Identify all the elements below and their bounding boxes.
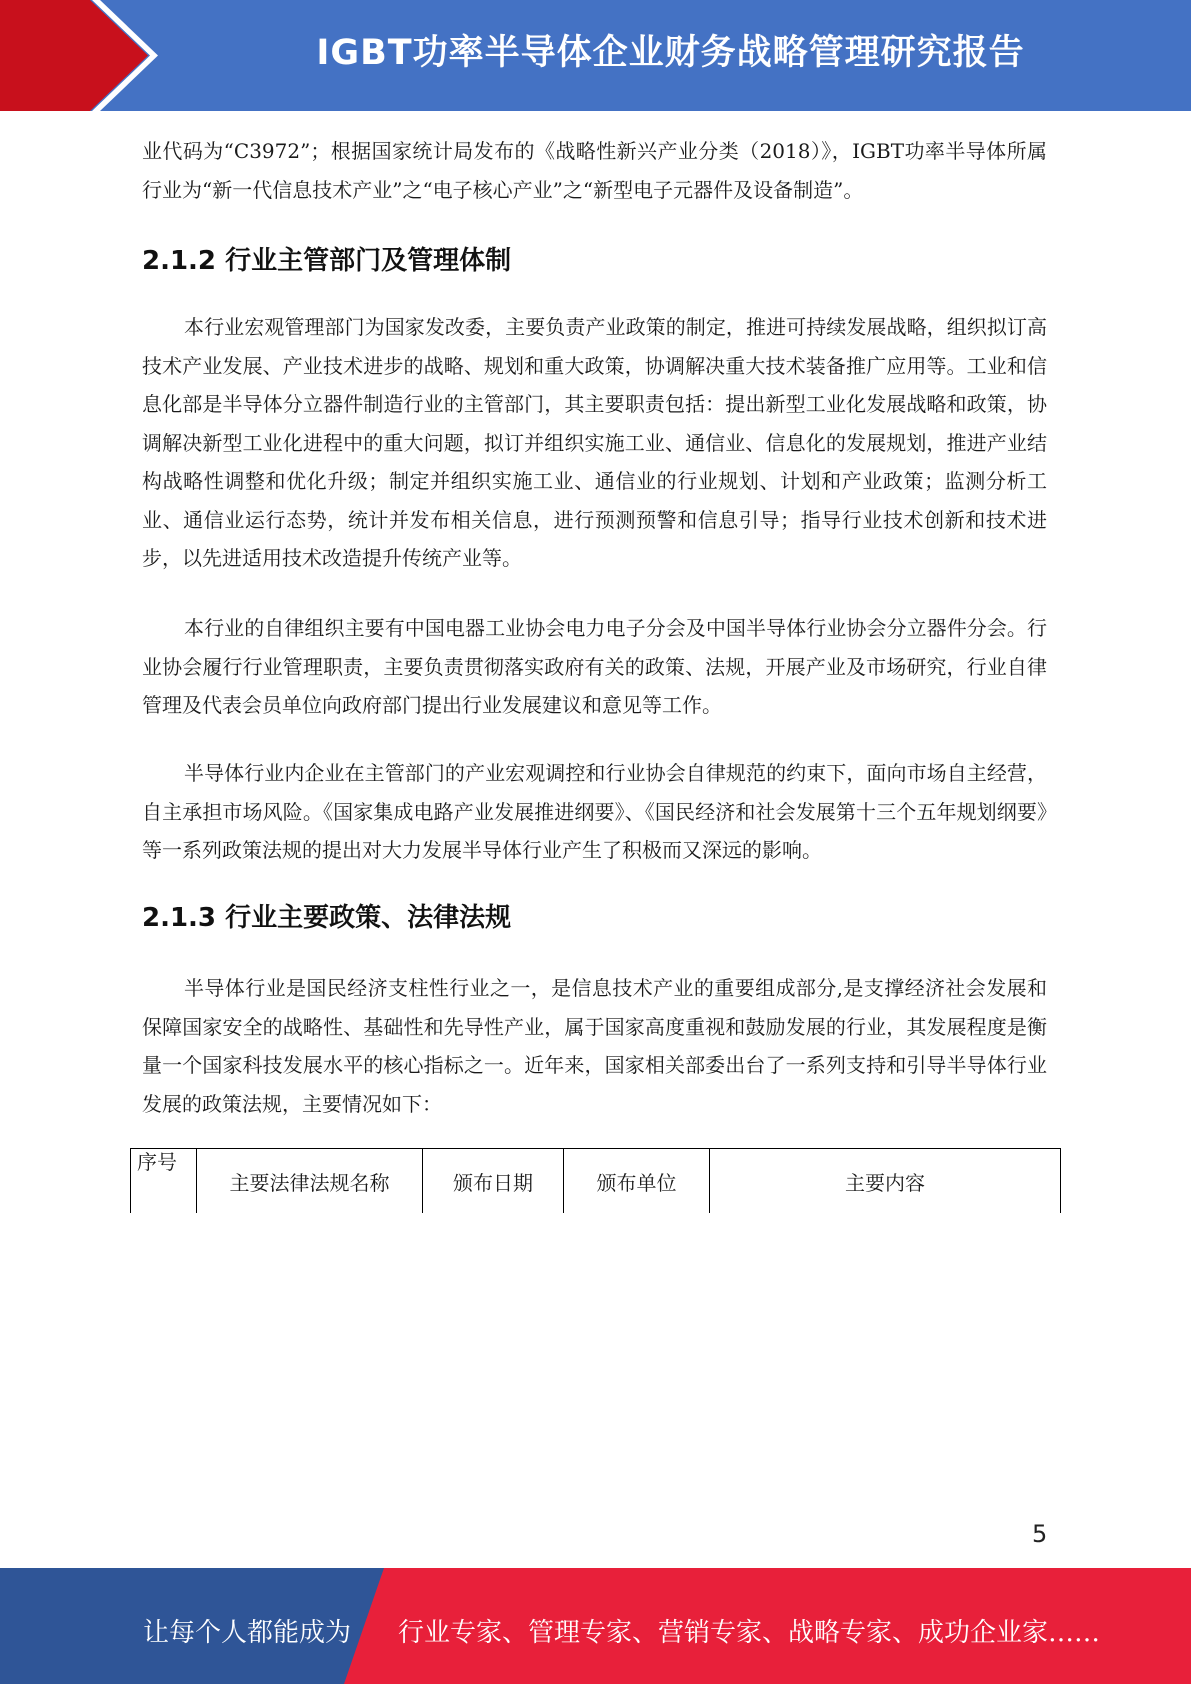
section-heading-2-1-3: 2.1.3 行业主要政策、法律法规: [142, 903, 512, 933]
footer-slogan-right: 行业专家、管理专家、营销专家、战略专家、成功企业家……: [398, 1618, 1101, 1648]
header-banner: [0, 0, 1191, 111]
paragraph: 本行业宏观管理部门为国家发改委，主要负责产业政策的制定，推进可持续发展战略，组织拟订高技术产业发展、产业技术进步的战略、规划和重大政策，协调解决重大技术装备推广应用等。工业和信息化部是半导体分立器件制造行业的主管部门，其主要职责包括：提出新型工业化发展战略和政策，协调解决新型工业化进程中的重大问题，拟订并组织实施工业、通信业、信息化的发展规划，推进产业结构战略性调整和优化升级；制定并组织实施工业、通信业的行业规划、计划和产业政策；监测分析工业、通信业运行态势，统计并发布相关信息，进行预测预警和信息引导；指导行业技术创新和技术进步，以先进适用技术改造提升传统产业等。: [142, 315, 1047, 570]
header-cell-issuer: 颁布单位: [564, 1149, 710, 1214]
policy-table: [130, 1148, 1061, 1213]
table-header-row: [131, 1149, 1061, 1214]
section-body-2-1-2-c: [142, 754, 1047, 870]
header-cell-name: 主要法律法规名称: [197, 1149, 423, 1214]
section-heading-2-1-2: 2.1.2 行业主管部门及管理体制: [142, 246, 512, 276]
header-cell-date: 颁布日期: [423, 1149, 564, 1214]
header-cell-content: 主要内容: [710, 1149, 1061, 1214]
content-top: [142, 132, 1047, 209]
page-number: 5: [1032, 1520, 1048, 1548]
paragraph: 半导体行业是国民经济支柱性行业之一，是信息技术产业的重要组成部分,是支撑经济社会发展和保障国家安全的战略性、基础性和先导性产业，属于国家高度重视和鼓励发展的行业，其发展程度是衡量一个国家科技发展水平的核心指标之一。近年来，国家相关部委出台了一系列支持和引导半导体行业发展的政策法规，主要情况如下：: [142, 976, 1047, 1116]
header-arrow-decoration: [0, 0, 160, 111]
section-body-2-1-3: [142, 969, 1047, 1123]
paragraph: 业代码为“C3972”；根据国家统计局发布的《战略性新兴产业分类（2018）》，IGBT功率半导体所属行业为“新一代信息技术产业”之“电子核心产业”之“新型电子元器件及设备制造”。: [142, 139, 1047, 202]
document-title: IGBT功率半导体企业财务战略管理研究报告: [316, 33, 1025, 73]
section-body-2-1-2-b: [142, 609, 1047, 725]
header-cell-number: 序号: [131, 1149, 197, 1214]
paragraph: 半导体行业内企业在主管部门的产业宏观调控和行业协会自律规范的约束下，面向市场自主经营，自主承担市场风险。《国家集成电路产业发展推进纲要》、《国民经济和社会发展第十三个五年规划纲要》等一系列政策法规的提出对大力发展半导体行业产生了积极而又深远的影响。: [142, 761, 1047, 862]
paragraph: 本行业的自律组织主要有中国电器工业协会电力电子分会及中国半导体行业协会分立器件分会。行业协会履行行业管理职责，主要负责贯彻落实政府有关的政策、法规，开展产业及市场研究，行业自律管理及代表会员单位向政府部门提出行业发展建议和意见等工作。: [142, 616, 1047, 717]
footer-slogan-left: 让每个人都能成为: [143, 1618, 352, 1648]
section-body-2-1-2: [142, 308, 1047, 578]
